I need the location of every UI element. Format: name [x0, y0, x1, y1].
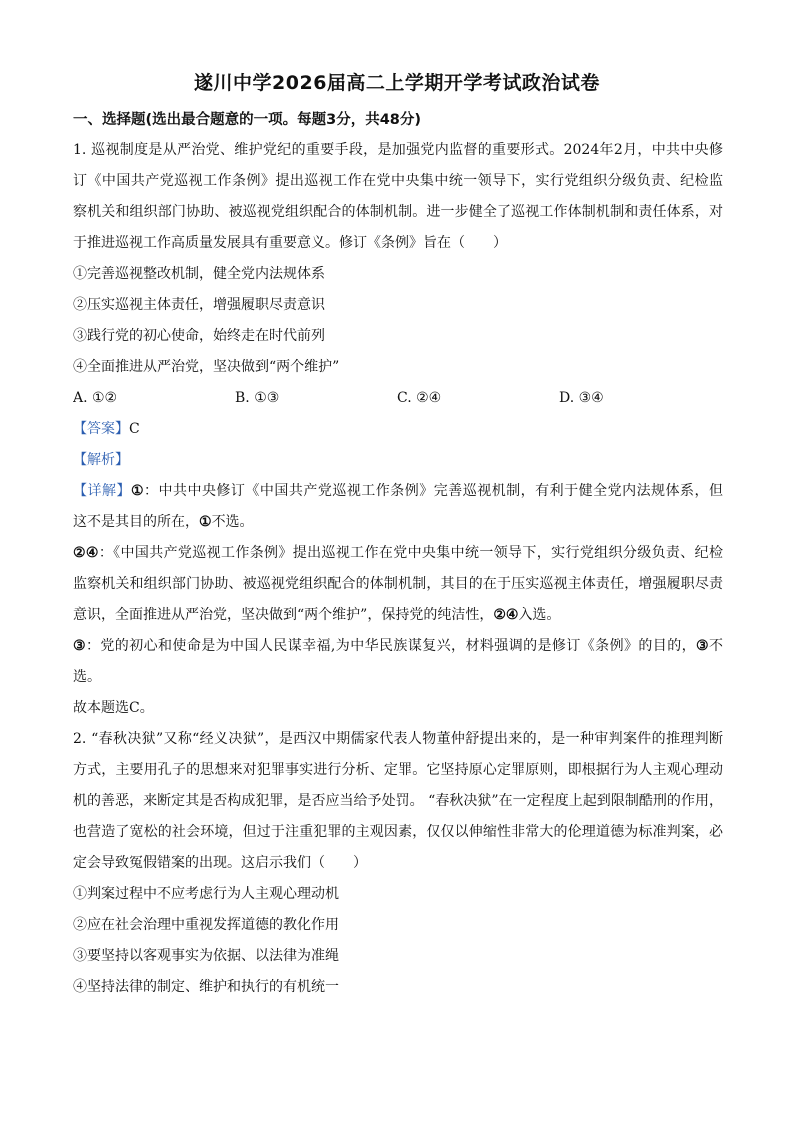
q1-stem-line: 1. 巡视制度是从严治党、维护党纪的重要手段，是加强党内监督的重要形式。2024年2月，中共中央修 [73, 142, 723, 158]
q1-analysis [73, 445, 723, 476]
q1-detail-line [73, 476, 723, 507]
statement-number: ③ [73, 638, 86, 654]
q1-options [73, 383, 723, 414]
detail-text: ：《中国共产党巡视工作条例》提出巡视工作在党中央集中统一领导下，实行党组织分级负责、纪检 [98, 545, 723, 561]
page-title: 遂川中学2026届高二上学期开学考试政治试卷 [194, 72, 600, 94]
q2-statement: ③要坚持以客观事实为依据、以法律为准绳 [73, 948, 339, 964]
analysis-tag: 【解析】 [73, 452, 129, 468]
detail-text: ：中共中央修订《中国共产党巡视工作条例》完善巡视机制，有利于健全党内法规体系，但 [144, 483, 723, 499]
q1-stem-line: 于推进巡视工作高质量发展具有重要意义。修订《条例》旨在（ ） [73, 235, 507, 251]
q2-stem-line: 机的善恶，来断定其是否构成犯罪，是否应当给予处罚。 “春秋决狱”在一定程度上起到限制酷刑的作用， [73, 793, 723, 809]
q1-option-a: A. ①② [73, 390, 118, 406]
q1-option-c: C. ②④ [397, 390, 442, 406]
q2-stem-line: 方式，主要用孔子的思想来对犯罪事实进行分析、定罪。它坚持原心定罪原则，即根据行为人主观心理动 [73, 762, 723, 778]
detail-text: 不 [709, 638, 723, 654]
exam-body [73, 135, 723, 1003]
q1-option-b: B. ①③ [235, 390, 280, 406]
q1-detail-line [73, 538, 723, 569]
q1-option-d: D. ③④ [559, 390, 604, 406]
q2-stem-line: 2. “春秋决狱”又称“经义决狱”，是西汉中期儒家代表人物董仲舒提出来的，是一种审判案件的推理判断 [73, 731, 723, 747]
q1-stem-line: 订《中国共产党巡视工作条例》提出巡视工作在党中央集中统一领导下，实行党组织分级负责、纪检监 [73, 173, 723, 189]
statement-number: ① [130, 483, 144, 499]
question-1 [73, 135, 723, 724]
detail-text: 意识，全面推进从严治党，坚决做到“两个维护”，保持党的纯洁性， [73, 607, 494, 623]
q1-statement: ②压实巡视主体责任，增强履职尽责意识 [73, 297, 325, 313]
answer-tag: 【答案】 [73, 421, 129, 437]
q1-statement: ③践行党的初心使命，始终走在时代前列 [73, 328, 325, 344]
q2-statement: ④坚持法律的制定、维护和执行的有机统一 [73, 979, 339, 995]
q2-stem-line: 也营造了宽松的社会环境，但过于注重犯罪的主观因素，仅仅以伸缩性非常大的伦理道德为标准判案，必 [73, 824, 723, 840]
statement-number: ③ [696, 638, 709, 654]
q1-conclusion: 故本题选C。 [73, 700, 154, 716]
q1-detail-line [73, 507, 723, 538]
detail-text: ：党的初心和使命是为中国人民谋幸福,为中华民族谋复兴，材料强调的是修订《条例》的目的， [85, 638, 697, 654]
detail-text: 这不是其目的所在， [73, 514, 199, 530]
q1-statement: ①完善巡视整改机制，健全党内法规体系 [73, 266, 325, 282]
q2-statement: ②应在社会治理中重视发挥道德的教化作用 [73, 917, 339, 933]
q1-detail-line: 监察机关和组织部门协助、被巡视党组织配合的体制机制，其目的在于压实巡视主体责任，增强履职尽责 [73, 576, 723, 592]
statement-number: ②④ [73, 545, 99, 561]
q1-answer [73, 414, 723, 445]
q1-detail-line [73, 631, 723, 662]
section-heading: 一、选择题(选出最合题意的一项。每题3分，共48分) [73, 112, 422, 128]
statement-number: ① [199, 514, 212, 530]
q2-stem-line: 定会导致冤假错案的出现。这启示我们（ ） [73, 855, 367, 871]
detail-text: 不选。 [211, 514, 254, 530]
question-2 [73, 724, 723, 1003]
q2-statement: ①判案过程中不应考虑行为人主观心理动机 [73, 886, 339, 902]
statement-number: ②④ [493, 607, 519, 623]
q1-detail-line [73, 600, 723, 631]
detail-text: 入选。 [518, 607, 561, 623]
q1-statement: ④全面推进从严治党，坚决做到“两个维护” [73, 359, 340, 375]
q1-stem-line: 察机关和组织部门协助、被巡视党组织配合的体制机制。进一步健全了巡视工作体制机制和责任体系，对 [73, 204, 723, 220]
detail-tag: 【详解】 [73, 483, 131, 499]
answer-value: C [129, 421, 140, 437]
q1-detail-line: 选。 [73, 669, 101, 685]
